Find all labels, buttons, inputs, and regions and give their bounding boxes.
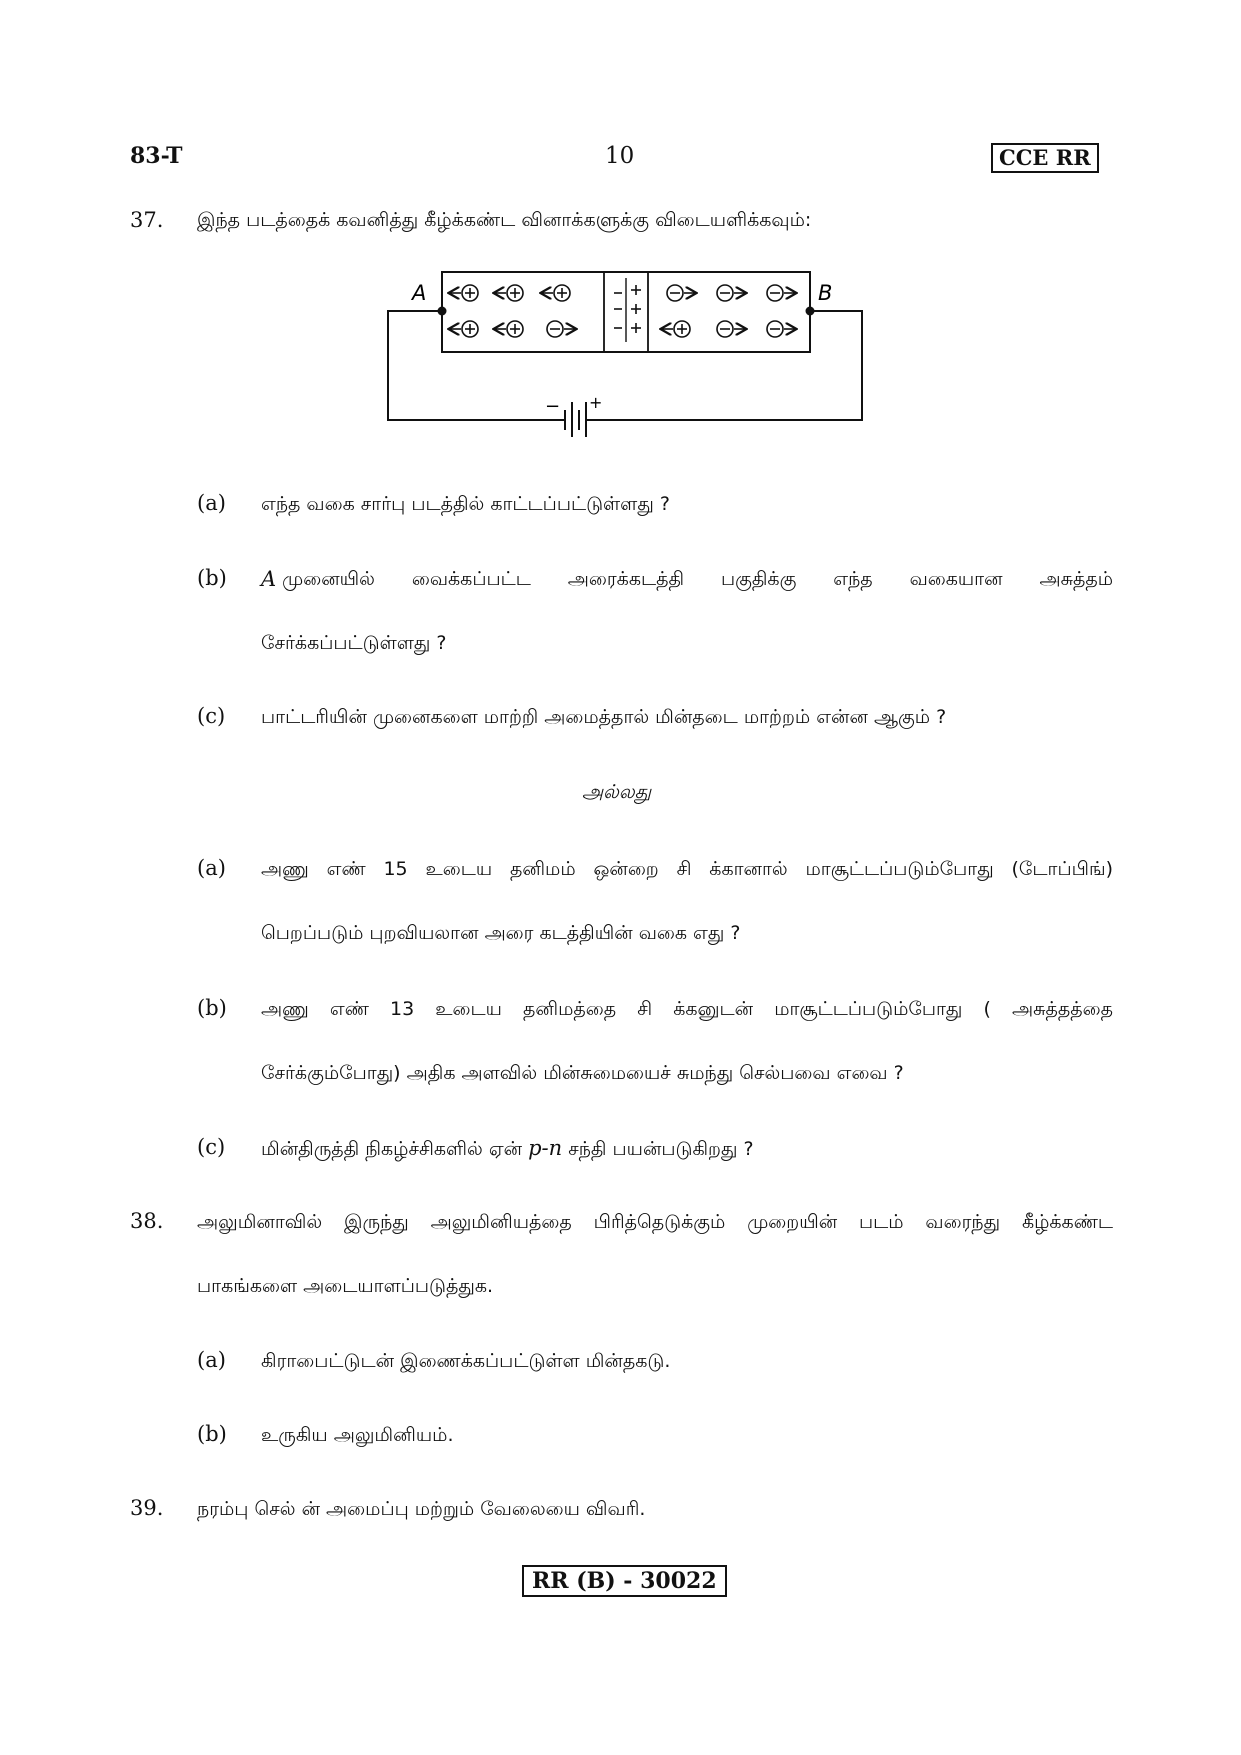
battery-plus-sign: + — [589, 393, 603, 412]
q37-alt-c-pre: மின்திருத்தி நிகழ்ச்சிகளில் ஏன் — [261, 1138, 523, 1160]
electron-carrier — [547, 321, 575, 337]
q38-b-label: (b) — [197, 1422, 227, 1446]
q37-c-text: பாட்டரியின் முனைகளை மாற்றி அமைத்தால் மின்தடை மாற்றம் என்ன ஆகும் ? — [261, 706, 947, 728]
question-38-number: 38. — [130, 1209, 164, 1233]
electron-carrier — [717, 285, 745, 301]
depletion-positive-charges — [631, 285, 641, 333]
q37-alt-b-text2: சேர்க்கும்போது) அதிக அளவில் மின்சுமையைச் சுமந்து செல்பவை எவை ? — [261, 1062, 904, 1084]
q38-a-text: கிராபைட்டுடன் இணைக்கப்பட்டுள்ள மின்தகடு. — [261, 1350, 671, 1372]
hole-carrier — [542, 285, 570, 301]
page-number: 10 — [605, 143, 635, 169]
q37-a-label: (a) — [197, 491, 226, 515]
q37-c-label: (c) — [197, 704, 226, 728]
electron-carrier — [767, 321, 795, 337]
q37-alt-c-variable: p-n — [528, 1136, 563, 1160]
electron-carrier — [667, 285, 695, 301]
footer-code: RR (B) - 30022 — [522, 1565, 727, 1597]
q37-b-label: (b) — [197, 566, 227, 590]
question-38-text2: பாகங்களை அடையாளப்படுத்துக. — [197, 1275, 494, 1297]
electron-carrier — [767, 285, 795, 301]
question-39-number: 39. — [130, 1496, 164, 1520]
paper-code: 83-T — [130, 143, 183, 169]
q37-a-text: எந்த வகை சார்பு படத்தில் காட்டப்பட்டுள்ளது ? — [261, 493, 670, 515]
q37-alt-c-post: சந்தி பயன்படுகிறது ? — [568, 1138, 754, 1160]
q37-b-text1: முனையில் வைக்கப்பட்ட அரைக்கடத்தி பகுதிக்கு எந்த வகையான அசுத்தம் — [282, 568, 1113, 590]
q37-b-variable: A — [261, 567, 277, 591]
q37-alt-c-label: (c) — [197, 1135, 226, 1159]
hole-carrier — [495, 285, 523, 301]
hole-carrier — [450, 321, 478, 337]
label-b: B — [818, 281, 833, 305]
electron-carrier — [717, 321, 745, 337]
or-separator: அல்லது — [582, 781, 652, 803]
q37-alt-a-text2: பெறப்படும் புறவியலான அரை கடத்தியின் வகை எது ? — [261, 922, 741, 944]
q38-b-text: உருகிய அலுமினியம். — [261, 1424, 454, 1446]
q38-a-label: (a) — [197, 1348, 226, 1372]
q37-b-text2: சேர்க்கப்பட்டுள்ளது ? — [261, 632, 447, 654]
q37-alt-a-label: (a) — [197, 856, 226, 880]
q37-alt-b-label: (b) — [197, 996, 227, 1020]
battery-minus-sign: − — [545, 396, 561, 417]
question-39-text: நரம்பு செல் ன் அமைப்பு மற்றும் வேலையை விவரி. — [197, 1498, 646, 1520]
pn-junction-diagram — [385, 262, 865, 437]
q37-alt-c-line — [261, 1136, 754, 1161]
q37-b-line1 — [261, 567, 1113, 591]
question-37-prompt: இந்த படத்தைக் கவனித்து கீழ்க்கண்ட வினாக்களுக்கு விடையளிக்கவும்: — [197, 209, 812, 231]
question-37-number: 37. — [130, 208, 164, 232]
q37-alt-a-text1: அணு எண் 15 உடைய தனிமம் ஒன்றை சி க்கானால் மாசூட்டப்படும்போது (டோப்பிங்) — [261, 858, 1113, 880]
label-a: A — [412, 281, 427, 305]
hole-carrier — [662, 321, 690, 337]
hole-carrier — [495, 321, 523, 337]
series-badge: CCE RR — [991, 143, 1099, 173]
question-38-text1: அலுமினாவில் இருந்து அலுமினியத்தை பிரித்தெடுக்கும் முறையின் படம் வரைந்து கீழ்க்கண்ட — [197, 1211, 1113, 1233]
q37-alt-b-text1: அணு எண் 13 உடைய தனிமத்தை சி க்கனுடன் மாசூட்டப்படும்போது ( அசுத்தத்தை — [261, 998, 1113, 1020]
wire-left — [388, 311, 555, 420]
hole-carrier — [450, 285, 478, 301]
